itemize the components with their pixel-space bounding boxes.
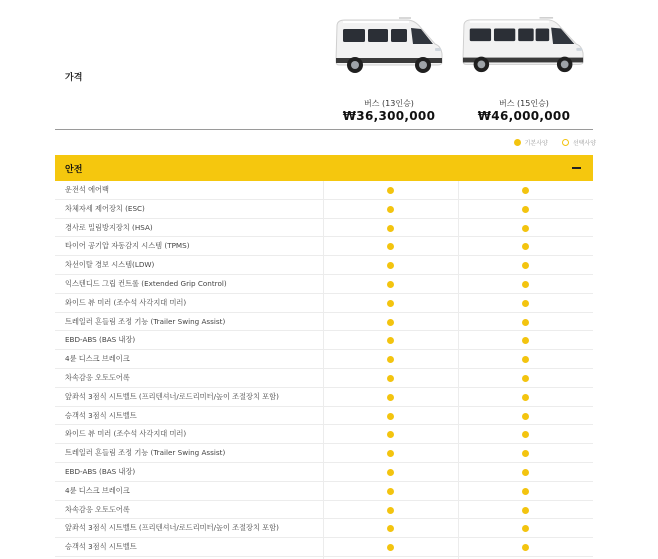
standard-dot-icon	[387, 300, 394, 307]
feature-label: 차속감응 오토도어록	[65, 504, 130, 514]
table-row	[55, 482, 593, 501]
table-row	[55, 313, 593, 332]
section-title: 안전	[65, 165, 83, 175]
table-row	[55, 256, 593, 275]
standard-dot-icon	[387, 544, 394, 551]
standard-dot-icon	[522, 225, 529, 232]
feature-label: EBD-ABS (BAS 내장)	[65, 335, 136, 345]
table-row	[55, 501, 593, 520]
standard-dot-icon	[387, 488, 394, 495]
standard-dot-icon	[387, 375, 394, 382]
feature-label: 트레일러 흔들림 조정 기능 (Trailer Swing Assist)	[65, 316, 226, 326]
standard-dot-icon	[522, 375, 529, 382]
table-row	[55, 369, 593, 388]
feature-label: 차선이탈 경보 시스템(LDW)	[65, 260, 155, 270]
table-row	[55, 388, 593, 407]
table-row	[55, 200, 593, 219]
minus-icon[interactable]	[572, 167, 581, 169]
standard-dot-icon	[387, 225, 394, 232]
table-row	[55, 350, 593, 369]
vehicle-name-13: 버스 (13인승)	[364, 99, 414, 108]
table-row	[55, 407, 593, 426]
vehicle-name-15: 버스 (15인승)	[499, 99, 549, 108]
standard-dot-icon	[522, 262, 529, 269]
table-row	[55, 425, 593, 444]
feature-label: 차속감응 오토도어록	[65, 372, 130, 382]
standard-dot-icon	[522, 544, 529, 551]
section-header-safety[interactable]	[55, 155, 593, 181]
standard-dot-icon	[387, 507, 394, 514]
van-image	[329, 14, 449, 76]
van-image	[456, 14, 592, 76]
standard-dot-icon	[387, 319, 394, 326]
standard-dot-icon	[387, 469, 394, 476]
price-label: 가격	[65, 73, 83, 83]
feature-label: EBD-ABS (BAS 내장)	[65, 466, 136, 476]
table-row	[55, 444, 593, 463]
standard-dot-icon	[522, 319, 529, 326]
legend-standard	[514, 138, 548, 147]
table-row	[55, 181, 593, 200]
standard-dot-icon	[522, 507, 529, 514]
feature-label: 와이드 뷰 미러 (조수석 사각지대 미러)	[65, 297, 187, 307]
feature-label: 4륜 디스크 브레이크	[65, 354, 130, 364]
standard-dot-icon	[387, 187, 394, 194]
standard-dot-icon	[387, 394, 394, 401]
standard-dot-icon	[387, 356, 394, 363]
standard-dot-icon	[522, 281, 529, 288]
feature-label: 앞좌석 3점식 시트벨트 (프리텐셔너/로드리미터/높이 조절장치 포함)	[65, 523, 279, 533]
vehicle-column-13	[319, 0, 459, 123]
standard-dot-icon	[522, 300, 529, 307]
standard-dot-icon	[387, 281, 394, 288]
feature-label: 와이드 뷰 미러 (조수석 사각지대 미러)	[65, 429, 187, 439]
standard-dot-icon	[387, 413, 394, 420]
legend	[514, 138, 596, 147]
table-row	[55, 463, 593, 482]
feature-label: 트레일러 흔들림 조정 기능 (Trailer Swing Assist)	[65, 448, 226, 458]
standard-dot-icon	[387, 431, 394, 438]
header-divider	[55, 129, 593, 130]
table-row	[55, 331, 593, 350]
filled-dot-icon	[514, 139, 521, 146]
legend-optional-label: 선택사양	[572, 140, 596, 147]
hollow-dot-icon	[562, 139, 569, 146]
feature-table	[55, 181, 593, 557]
table-row	[55, 538, 593, 557]
feature-label: 타이어 공기압 자동감지 시스템 (TPMS)	[65, 241, 190, 251]
standard-dot-icon	[387, 243, 394, 250]
table-row	[55, 519, 593, 538]
table-row	[55, 219, 593, 238]
standard-dot-icon	[387, 450, 394, 457]
standard-dot-icon	[522, 413, 529, 420]
standard-dot-icon	[387, 206, 394, 213]
feature-label: 차체자세 제어장치 (ESC)	[65, 203, 145, 213]
table-row	[55, 237, 593, 256]
standard-dot-icon	[522, 337, 529, 344]
table-row	[55, 294, 593, 313]
feature-label: 승객석 3점식 시트벨트	[65, 410, 137, 420]
standard-dot-icon	[522, 469, 529, 476]
standard-dot-icon	[522, 394, 529, 401]
standard-dot-icon	[522, 206, 529, 213]
vehicle-column-15	[454, 0, 594, 123]
standard-dot-icon	[522, 187, 529, 194]
vehicle-price-13: ₩36,300,000	[342, 109, 436, 123]
legend-optional	[562, 138, 596, 147]
standard-dot-icon	[387, 337, 394, 344]
standard-dot-icon	[522, 243, 529, 250]
table-row	[55, 275, 593, 294]
price-header	[0, 0, 658, 131]
standard-dot-icon	[522, 450, 529, 457]
feature-label: 운전석 에어백	[65, 185, 109, 194]
standard-dot-icon	[387, 525, 394, 532]
standard-dot-icon	[522, 488, 529, 495]
feature-label: 4륜 디스크 브레이크	[65, 485, 130, 495]
legend-standard-label: 기본사양	[524, 140, 548, 147]
feature-label: 앞좌석 3점식 시트벨트 (프리텐셔너/로드리미터/높이 조절장치 포함)	[65, 391, 279, 401]
standard-dot-icon	[522, 525, 529, 532]
standard-dot-icon	[522, 431, 529, 438]
standard-dot-icon	[522, 356, 529, 363]
standard-dot-icon	[387, 262, 394, 269]
feature-label: 익스텐디드 그립 컨트롤 (Extended Grip Control)	[65, 278, 227, 288]
vehicle-price-15: ₩46,000,000	[477, 109, 571, 123]
feature-label: 경사로 밀림방지장치 (HSA)	[65, 222, 153, 232]
feature-label: 승객석 3점식 시트벨트	[65, 542, 137, 552]
